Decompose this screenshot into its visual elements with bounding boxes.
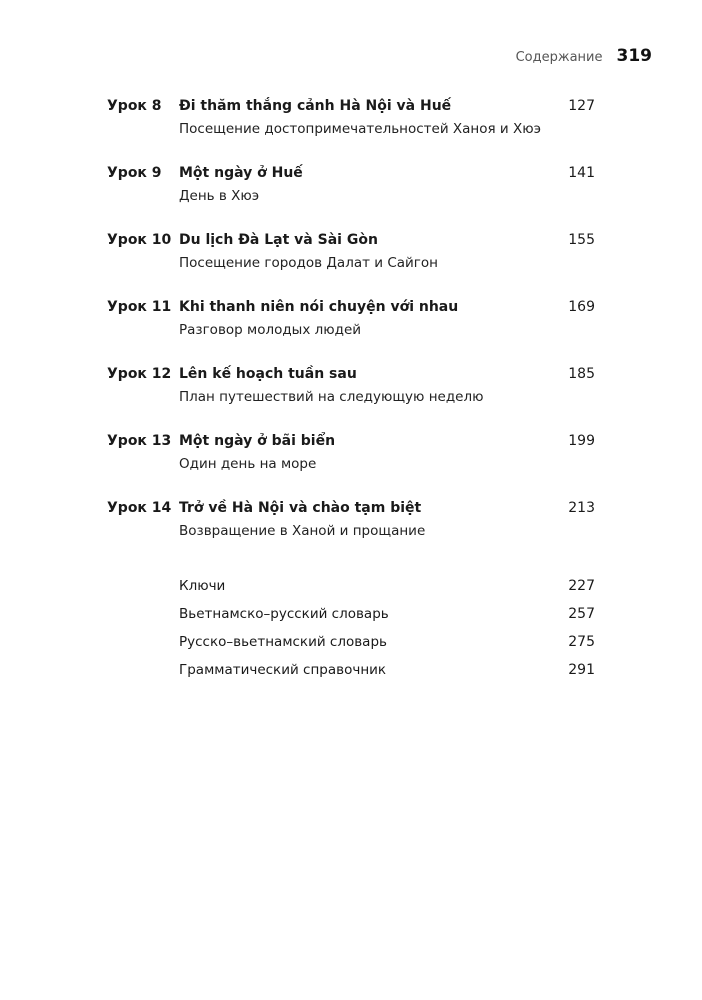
lesson-title: Trở về Hà Nội và chào tạm biệt — [179, 500, 422, 516]
lesson-page-number: 155 — [568, 232, 595, 248]
lesson-page-number: 141 — [568, 165, 595, 181]
appendix-list — [107, 572, 595, 684]
lesson-text — [179, 497, 555, 543]
header-section-title: Содержание — [515, 50, 603, 65]
lesson-subtitle: Один день на море — [179, 456, 317, 472]
lesson-label: Урок 9 — [107, 165, 162, 181]
appendix-label: Грамматический справочник — [179, 662, 387, 678]
appendix-label: Вьетнамско–русский словарь — [179, 606, 389, 622]
lesson-label: Урок 14 — [107, 500, 172, 516]
lesson-label: Урок 10 — [107, 232, 172, 248]
lesson-label: Урок 12 — [107, 366, 172, 382]
toc-lesson-9[interactable] — [107, 162, 595, 208]
lesson-title: Lên kế hoạch tuần sau — [179, 366, 357, 382]
appendix-item-keys[interactable] — [107, 572, 595, 600]
lesson-label: Урок 11 — [107, 299, 172, 315]
lesson-text — [179, 363, 555, 409]
running-header — [516, 46, 652, 66]
lesson-subtitle: Посещение достопримечательностей Ханоя и Хюэ — [179, 121, 542, 137]
lesson-subtitle: План путешествий на следующую неделю — [179, 389, 484, 405]
appendix-page-number: 275 — [568, 634, 595, 650]
lesson-page-number: 213 — [568, 500, 595, 516]
appendix-page-number: 227 — [568, 578, 595, 594]
lesson-subtitle: Возвращение в Ханой и прощание — [179, 523, 426, 539]
appendix-page-number: 291 — [568, 662, 595, 678]
toc-lesson-12[interactable] — [107, 363, 595, 409]
appendix-item-vi-ru-dictionary[interactable] — [107, 600, 595, 628]
lesson-title: Một ngày ở Huế — [179, 165, 303, 181]
toc-lesson-13[interactable] — [107, 430, 595, 476]
lesson-title: Đi thăm thắng cảnh Hà Nội và Huế — [179, 98, 452, 114]
lesson-title: Một ngày ở bãi biển — [179, 433, 336, 449]
appendix-page-number: 257 — [568, 606, 595, 622]
lesson-label: Урок 8 — [107, 98, 162, 114]
lesson-page-number: 127 — [568, 98, 595, 114]
lesson-text — [179, 162, 555, 208]
appendix-label: Ключи — [179, 578, 226, 594]
toc-lesson-11[interactable] — [107, 296, 595, 342]
lesson-text — [179, 296, 555, 342]
toc-lesson-14[interactable] — [107, 497, 595, 543]
table-of-contents — [107, 95, 595, 684]
header-page-number: 319 — [616, 46, 652, 66]
toc-lesson-10[interactable] — [107, 229, 595, 275]
appendix-label: Русско–вьетнамский словарь — [179, 634, 387, 650]
lesson-text — [179, 430, 555, 476]
lesson-page-number: 185 — [568, 366, 595, 382]
appendix-item-ru-vi-dictionary[interactable] — [107, 628, 595, 656]
lesson-title: Khi thanh niên nói chuyện với nhau — [179, 299, 459, 315]
appendix-item-grammar-reference[interactable] — [107, 656, 595, 684]
lesson-label: Урок 13 — [107, 433, 172, 449]
lesson-subtitle: Посещение городов Далат и Сайгон — [179, 255, 438, 271]
toc-lesson-8[interactable] — [107, 95, 595, 141]
lesson-text — [179, 229, 555, 275]
lesson-page-number: 169 — [568, 299, 595, 315]
lesson-title: Du lịch Đà Lạt và Sài Gòn — [179, 232, 378, 248]
lesson-subtitle: День в Хюэ — [179, 188, 260, 204]
lesson-subtitle: Разговор молодых людей — [179, 322, 362, 338]
lesson-page-number: 199 — [568, 433, 595, 449]
lesson-text — [179, 95, 555, 141]
